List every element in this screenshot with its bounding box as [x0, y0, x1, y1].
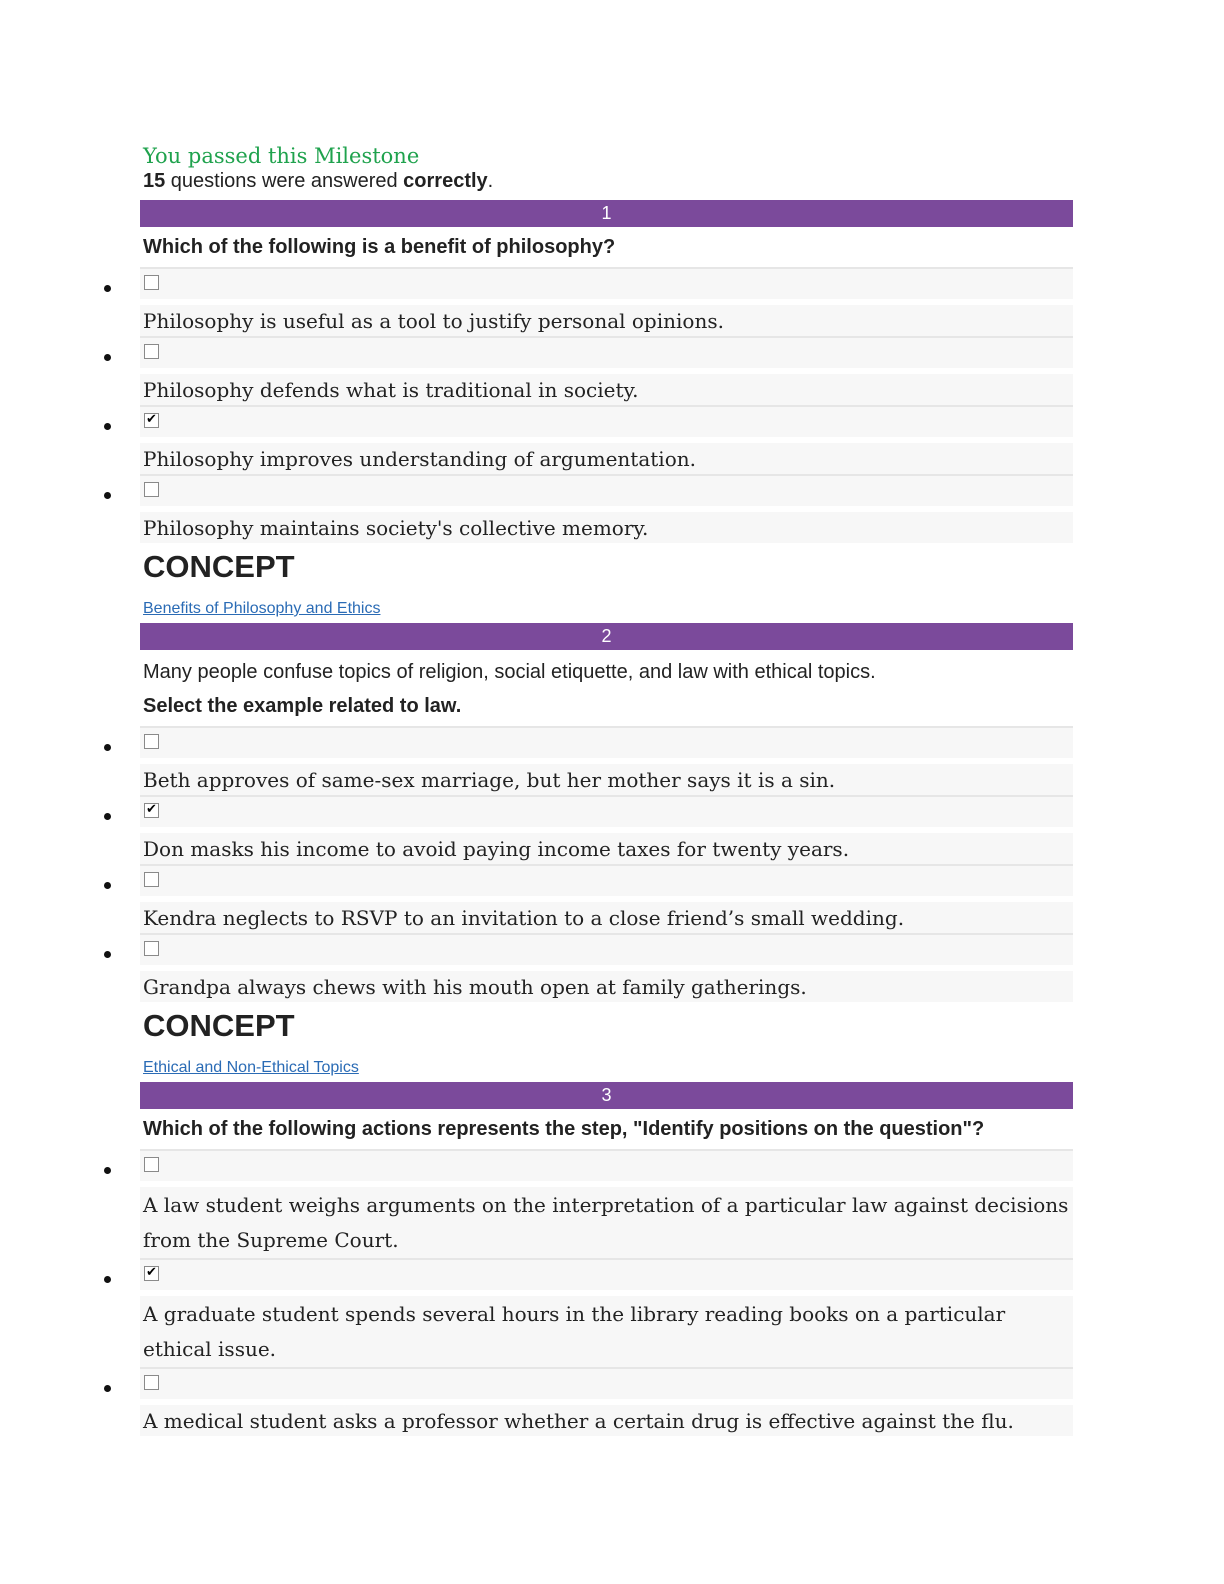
answer-option[interactable] — [140, 336, 1073, 405]
checkbox[interactable] — [144, 1157, 159, 1172]
bullet-icon — [104, 492, 111, 499]
option-text: Philosophy defends what is traditional in society. — [140, 374, 1073, 405]
option-text: Philosophy is useful as a tool to justify personal opinions. — [140, 305, 1073, 336]
answer-option[interactable] — [140, 474, 1073, 543]
bullet-icon — [104, 1167, 111, 1174]
score-count: 15 — [143, 170, 166, 192]
concept-heading: CONCEPT — [143, 549, 295, 584]
option-text: Don masks his income to avoid paying income taxes for twenty years. — [140, 833, 1073, 864]
answer-option[interactable] — [140, 933, 1073, 1002]
answer-option[interactable] — [140, 1149, 1073, 1258]
concept-heading: CONCEPT — [143, 1008, 295, 1043]
answer-option[interactable] — [140, 1258, 1073, 1367]
question-number-bar: 3 — [140, 1082, 1073, 1109]
score-end: . — [487, 170, 494, 192]
answer-option[interactable] — [140, 1367, 1073, 1436]
bullet-icon — [104, 423, 111, 430]
checkbox[interactable] — [144, 734, 159, 749]
concept-link[interactable]: Ethical and Non-Ethical Topics — [143, 1059, 359, 1076]
checkbox-checked[interactable]: ✔ — [144, 413, 159, 428]
answer-option[interactable] — [140, 864, 1073, 933]
option-text: A medical student asks a professor whether a certain drug is effective against the flu. — [140, 1405, 1073, 1436]
question-number-bar: 1 — [140, 200, 1073, 227]
bullet-icon — [104, 882, 111, 889]
milestone-message: You passed this Milestone — [143, 144, 420, 168]
checkbox[interactable] — [144, 941, 159, 956]
bullet-icon — [104, 354, 111, 361]
checkbox[interactable] — [144, 1375, 159, 1390]
score-summary — [143, 168, 1073, 194]
bullet-icon — [104, 285, 111, 292]
answer-option[interactable] — [140, 795, 1073, 864]
option-text: Philosophy maintains society's collective memory. — [140, 512, 1073, 543]
score-middle: questions were answered — [165, 170, 404, 192]
question-text: Select the example related to law. — [143, 695, 462, 717]
checkbox-checked[interactable]: ✔ — [144, 1266, 159, 1281]
option-text: A graduate student spends several hours in the library reading books on a particular ethical issue. — [140, 1296, 1073, 1367]
answer-option[interactable] — [140, 405, 1073, 474]
question-number-bar: 2 — [140, 623, 1073, 650]
bullet-icon — [104, 813, 111, 820]
checkbox[interactable] — [144, 344, 159, 359]
answer-option[interactable] — [140, 726, 1073, 795]
question-text: Which of the following is a benefit of philosophy? — [143, 236, 616, 258]
bullet-icon — [104, 951, 111, 958]
question-1 — [140, 200, 1073, 619]
option-text: Grandpa always chews with his mouth open at family gatherings. — [140, 971, 1073, 1002]
option-text: Philosophy improves understanding of argumentation. — [140, 443, 1073, 474]
bullet-icon — [104, 744, 111, 751]
option-text: Kendra neglects to RSVP to an invitation to a close friend’s small wedding. — [140, 902, 1073, 933]
checkbox[interactable] — [144, 482, 159, 497]
checkbox[interactable] — [144, 275, 159, 290]
question-3 — [140, 1082, 1073, 1436]
quiz-results — [140, 140, 1073, 1436]
question-prompt: Many people confuse topics of religion, social etiquette, and law with ethical topics. — [143, 661, 876, 683]
checkbox[interactable] — [144, 872, 159, 887]
score-emph: correctly — [403, 170, 488, 192]
question-2 — [140, 623, 1073, 1078]
concept-link[interactable]: Benefits of Philosophy and Ethics — [143, 600, 381, 617]
checkbox-checked[interactable]: ✔ — [144, 803, 159, 818]
bullet-icon — [104, 1276, 111, 1283]
option-text: A law student weighs arguments on the interpretation of a particular law against decisions from the Supreme Court. — [140, 1187, 1073, 1258]
bullet-icon — [104, 1385, 111, 1392]
answer-option[interactable] — [140, 267, 1073, 336]
option-text: Beth approves of same-sex marriage, but her mother says it is a sin. — [140, 764, 1073, 795]
question-text: Which of the following actions represents the step, "Identify positions on the question"? — [143, 1118, 985, 1140]
